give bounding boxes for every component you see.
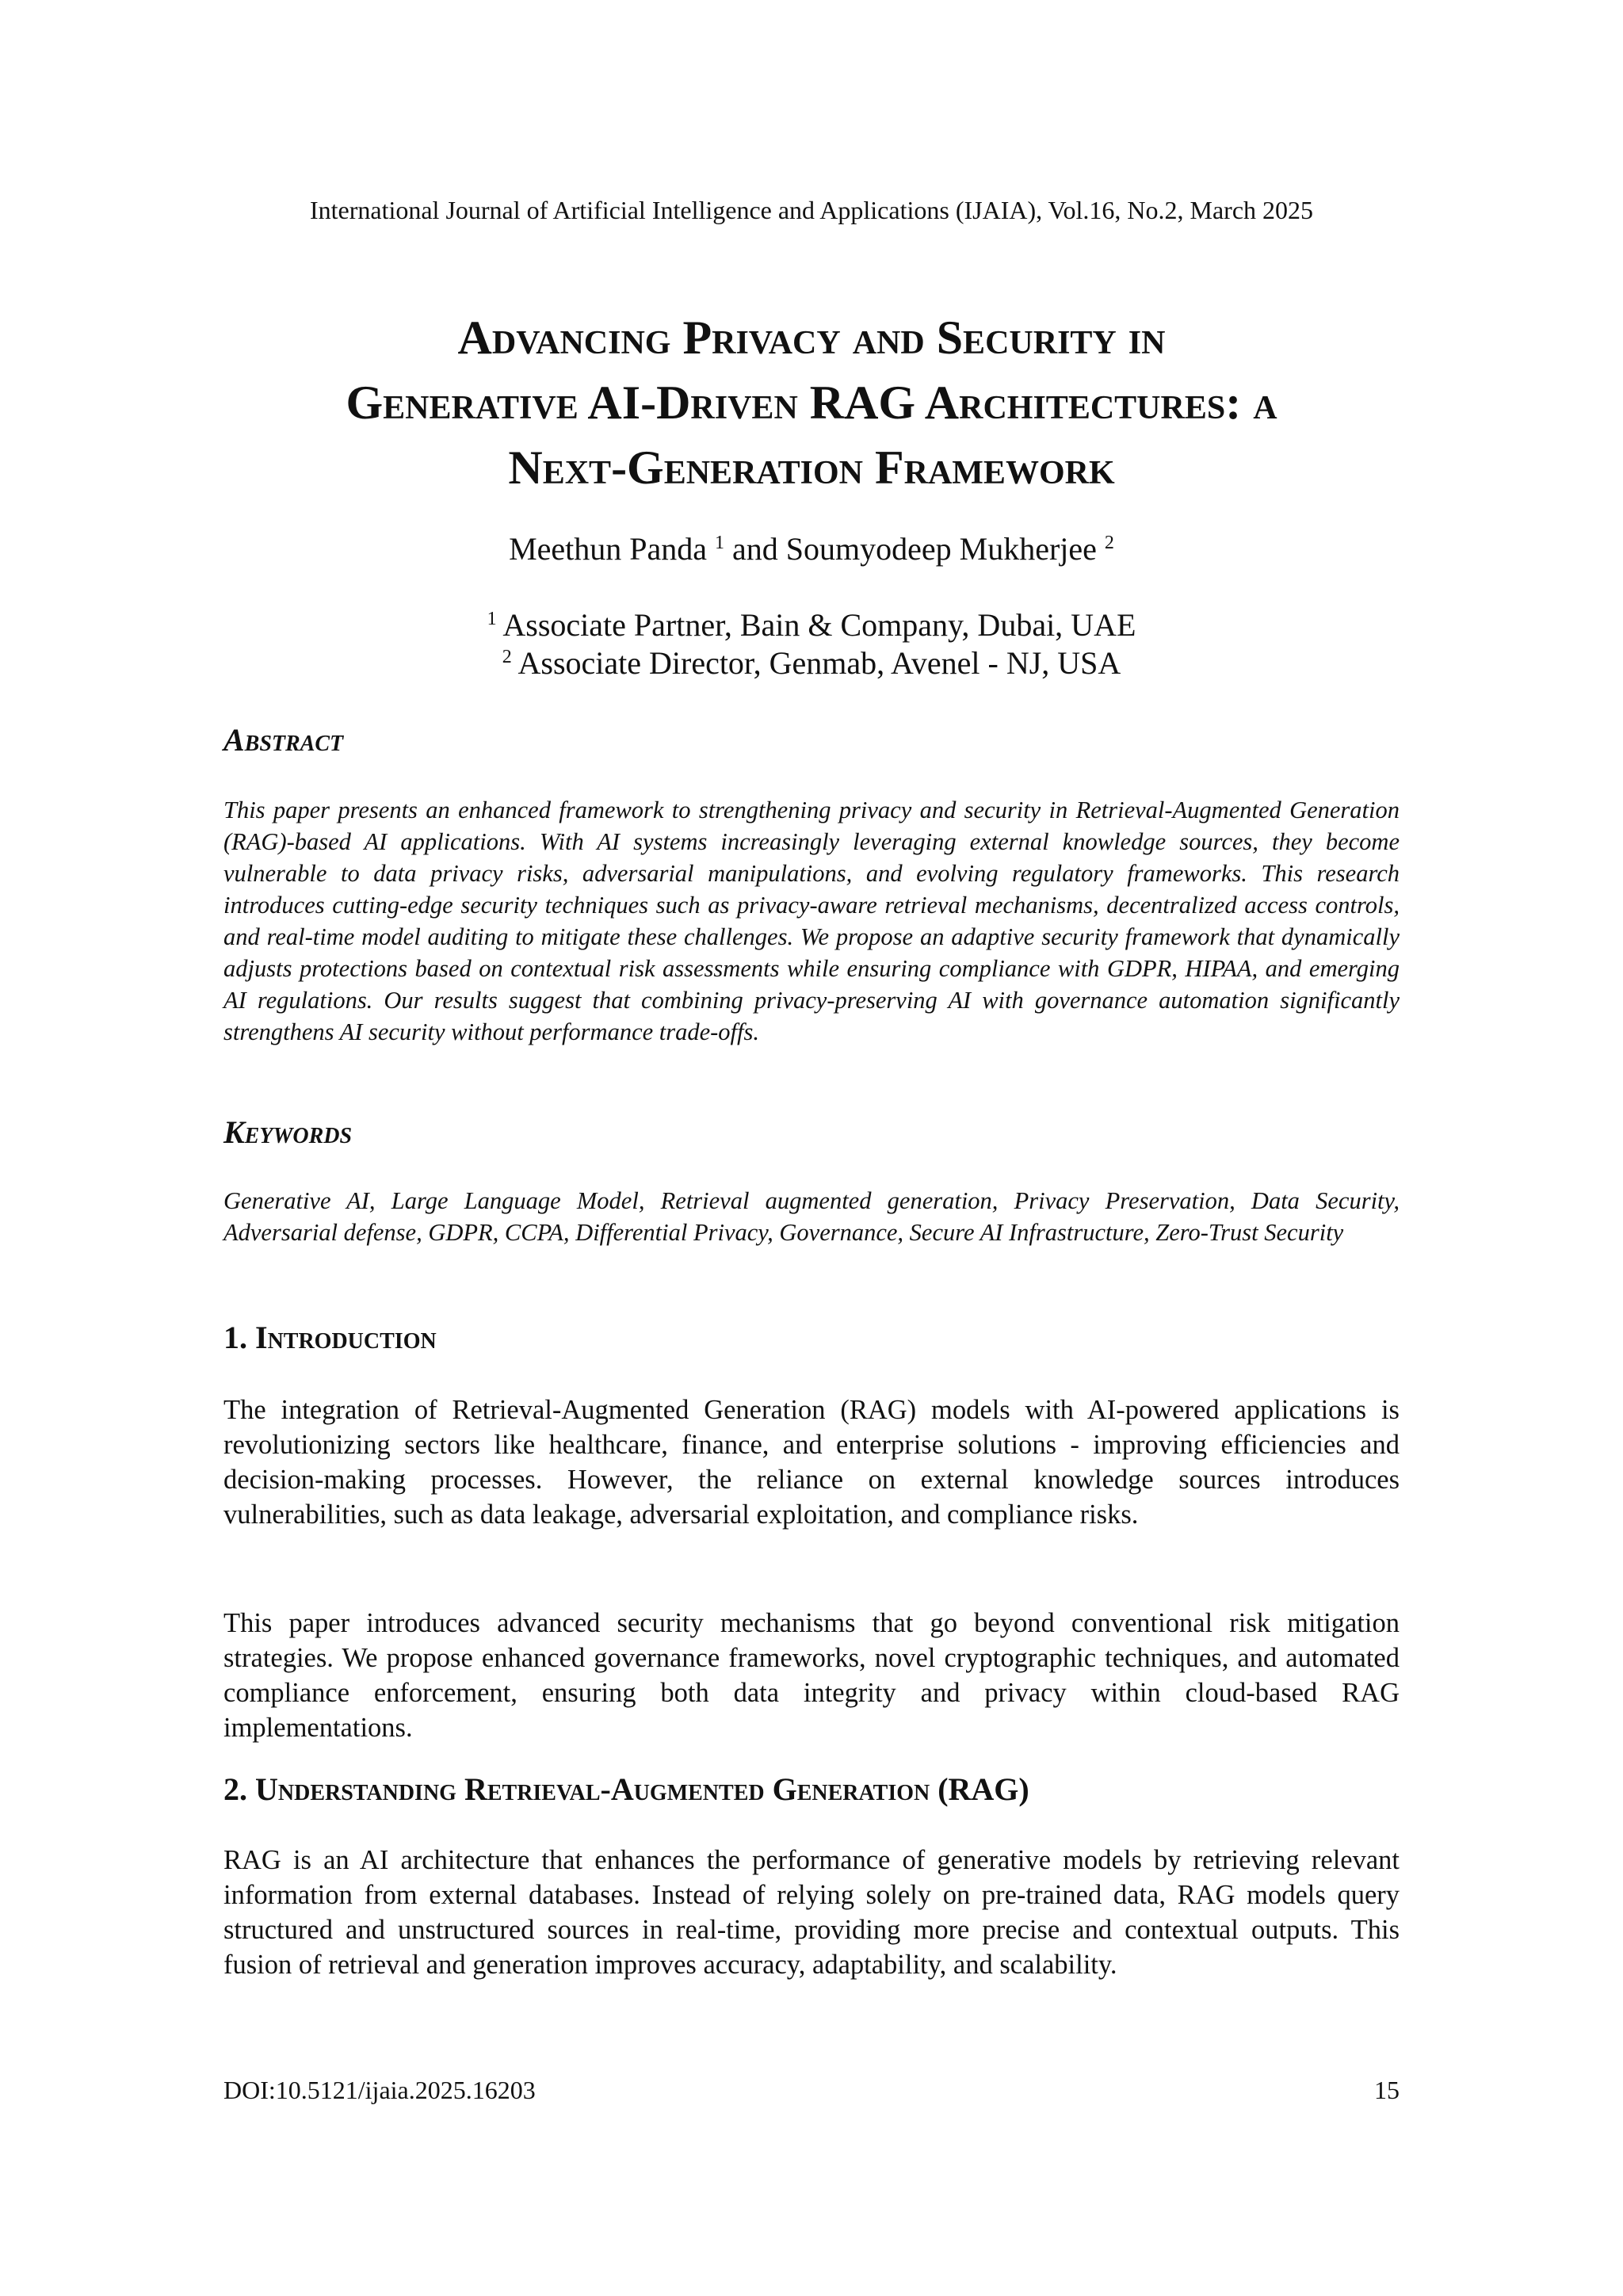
running-header: International Journal of Artificial Intelligence and Applications (IJAIA), Vol.16, No.2, March 2025 [309,196,1314,224]
page-number: 15 [1374,2076,1400,2104]
affiliation-text: Associate Partner, Bain & Company, Dubai, UAE [502,607,1136,643]
author-list [0,529,1623,569]
author-connector: and [732,531,778,567]
title-line: Advancing Privacy and Security in [457,311,1166,364]
abstract-heading: Abstract [223,722,344,758]
title-line: Next-Generation Framework [508,441,1115,494]
affiliation-text: Associate Director, Genmab, Avenel - NJ, USA [517,645,1121,681]
keywords-heading: Keywords [223,1114,353,1150]
affiliation-list [0,606,1623,682]
section-heading-rag: 2. Understanding Retrieval-Augmented Generation (RAG) [223,1771,1029,1807]
affiliation [0,644,1623,682]
title-line: Generative AI-Driven RAG Architectures: a [346,376,1277,429]
affiliation [0,606,1623,644]
footer-doi: DOI:10.5121/ijaia.2025.16203 [223,2076,536,2104]
author-affiliation-marker: 1 [715,533,725,553]
abstract-text: This paper presents an enhanced framework to strengthening privacy and security in Retrieval-Augmented Generation (RAG)-based AI applications. With AI systems increasingly leveraging external knowledge sources, they become vulnerable to data privacy risks, adversarial manipulations, and evolving regulatory frameworks. This research introduces cutting-edge security techniques such as privacy-aware retrieval mechanisms, decentralized access controls, and real-time model auditing to mitigate these challenges. We propose an adaptive security framework that dynamically adjusts protections based on contextual risk assessments while ensuring compliance with GDPR, HIPAA, and emerging AI regulations. Our results suggest that combining privacy-preserving AI with governance automation significantly strengthens AI security without performance trade-offs. [223,797,1400,1045]
paper-title [143,305,1480,500]
author-affiliation-marker: 2 [1104,533,1114,553]
affiliation-marker: 2 [502,647,512,667]
body-paragraph: RAG is an AI architecture that enhances the performance of generative models by retrieving relevant information from external databases. Instead of relying solely on pre-trained data, RAG models query structured and unstructured sources in real-time, providing more precise and contextual outputs. This fusion of retrieval and generation improves accuracy, adaptability, and scalability. [223,1845,1400,1980]
body-paragraph: This paper introduces advanced security mechanisms that go beyond conventional risk mitigation strategies. We propose enhanced governance frameworks, novel cryptographic techniques, and automated compliance enforcement, ensuring both data integrity and privacy within cloud-based RAG implementations. [223,1608,1400,1743]
body-paragraph: The integration of Retrieval-Augmented Generation (RAG) models with AI-powered applications is revolutionizing sectors like healthcare, finance, and enterprise solutions - improving efficiencies and decision-making processes. However, the reliance on external knowledge sources introduces vulnerabilities, such as data leakage, adversarial exploitation, and compliance risks. [223,1395,1400,1530]
keywords-text: Generative AI, Large Language Model, Retrieval augmented generation, Privacy Preservation, Data Security, Adversarial defense, GDPR, CCPA, Differential Privacy, Governance, Secure AI Infrastructure, Zero-Trust Security [223,1187,1400,1246]
section-heading-introduction: 1. Introduction [223,1320,437,1355]
author-name: Soumyodeep Mukherjee [785,531,1097,567]
author-name: Meethun Panda [509,531,708,567]
affiliation-marker: 1 [487,609,497,629]
